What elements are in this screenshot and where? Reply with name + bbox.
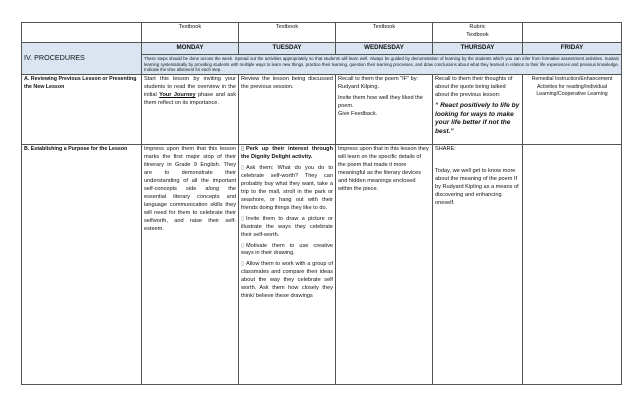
row-b-tuesday	[239, 145, 336, 385]
row-a-tuesday: Review the lesson being discussed the previous session.	[239, 75, 336, 145]
row-a-thursday-recall: Recall to them their thoughts of about the quote being talked about the previous lesson:	[435, 76, 513, 99]
bullet-icon: ▯	[241, 261, 245, 268]
row-a-thursday	[433, 75, 523, 145]
row-a-monday	[142, 75, 239, 145]
row-b-friday	[523, 145, 622, 385]
row-b-tuesday-item-1-text: Perk up their interest through the Dignity Delight activity.	[241, 146, 333, 161]
row-a-wednesday-invite: Invite them how well they liked the poem.	[338, 95, 423, 109]
row-a-wednesday-feedback: Give Feedback.	[338, 110, 378, 117]
materials-row	[22, 23, 622, 43]
row-b-thursday	[433, 145, 523, 385]
day-friday: FRIDAY	[523, 43, 622, 55]
bullet-icon: ▯	[241, 215, 245, 222]
row-b-tuesday-item-4	[241, 243, 333, 259]
row-a-friday: Remedial Instruction/Enhancement Activities for reading/Individual Learning/Cooperative Learning	[523, 75, 622, 145]
row-b-thursday-share: SHARE:	[435, 146, 456, 153]
bullet-icon: ▯	[241, 146, 245, 153]
materials-wednesday: Textbook	[336, 23, 433, 43]
row-b-tuesday-item-1	[241, 146, 333, 162]
row-a-monday-pre: Start this lesson by inviting your students to read the overview in the initial	[144, 76, 236, 99]
day-wednesday: WEDNESDAY	[336, 43, 433, 55]
materials-thursday-line1: Rubric	[469, 24, 486, 30]
materials-friday	[523, 23, 622, 43]
row-b-tuesday-item-2-text: Ask them: What do you do to celebrate self-worth? They can probably buy what they want, take a trip to the mall, stroll in the park or seashore, or hang out with their friends doing things they like to do.	[241, 165, 333, 211]
row-b-tuesday-item-5-text: Allow them to work with a group of classmates and compare their ideas about the way they celebrate self worth. Ask them how closely they think/ believe these drawings	[241, 261, 333, 300]
materials-label-cell	[22, 23, 142, 43]
row-a	[22, 75, 622, 145]
row-a-wednesday-recall: Recall to them the poem "IF" by: Rudyard Kilping.	[338, 76, 419, 91]
day-tuesday: TUESDAY	[239, 43, 336, 55]
row-b-tuesday-item-3-text: Invite them to draw a picture or illustrate the ways they celebrate their self-worth.	[241, 215, 333, 238]
row-b-monday: Impress upon them that this lesson marks the first major stop of their itinerary in Grade 9 English. They are to demonstrate their understanding of all the important self-concepts side along the essential literary concepts and language communication skills they will need for them to celebrate their selfworth, and raise their self-esteem.	[142, 145, 239, 385]
materials-tuesday: Textbook	[239, 23, 336, 43]
materials-thursday-line2: Textbook	[466, 31, 489, 38]
row-a-label: A. Reviewing Previous Lesson or Presenting the New Lesson	[22, 75, 142, 145]
row-b-tuesday-item-5	[241, 261, 333, 301]
row-a-wednesday	[336, 75, 433, 145]
row-b-label: B. Establishing a Purpose for the Lesson	[22, 145, 142, 385]
row-a-monday-emphasis: Your Journey	[159, 92, 196, 99]
row-b-tuesday-item-3	[241, 216, 333, 240]
row-a-monday-post: phase and ask them reflect on its importance.	[144, 92, 236, 106]
row-a-thursday-quote: “ React positively to life by looking for ways to make your life better if not the best.”	[435, 102, 520, 135]
day-thursday: THURSDAY	[433, 43, 523, 55]
procedures-note: These steps should be done across the week. Spread out the activities appropriately so that students will learn well. Always be guided by demonstration of learning by the students which you can infer from formative assessment activities. Sustain learning systematically by providing students with multiple ways to learn new things, practice their learning, question their learning processes, and draw conclusions about what they learned in relation to their life experiences and previous knowledge. Indicate the time allotment for each step.	[142, 54, 622, 74]
row-b-tuesday-item-4-text: Motivate them to use creative ways in their drawing.	[241, 242, 333, 257]
row-b-wednesday: Impress upon that in this lesson they will learn on the specific details of the poem that made it more meaningful as the literary devices and hidden meanings enclosed within the piece.	[336, 145, 433, 385]
day-monday: MONDAY	[142, 43, 239, 55]
row-b-thursday-text: Today, we well get to know more about the meaning of the poem If by Rudyard Kipling as a means of discovering and enhancing oneself.	[435, 168, 519, 206]
row-b	[22, 145, 622, 385]
lesson-plan-table	[21, 22, 622, 385]
procedures-label: IV. PROCEDURES	[22, 43, 142, 75]
bullet-icon: ▯	[241, 242, 245, 249]
materials-monday: Textbook	[142, 23, 239, 43]
materials-thursday	[433, 23, 523, 43]
day-header-row	[22, 43, 622, 55]
row-b-tuesday-item-2	[241, 165, 333, 213]
bullet-icon: ▯	[241, 165, 245, 172]
